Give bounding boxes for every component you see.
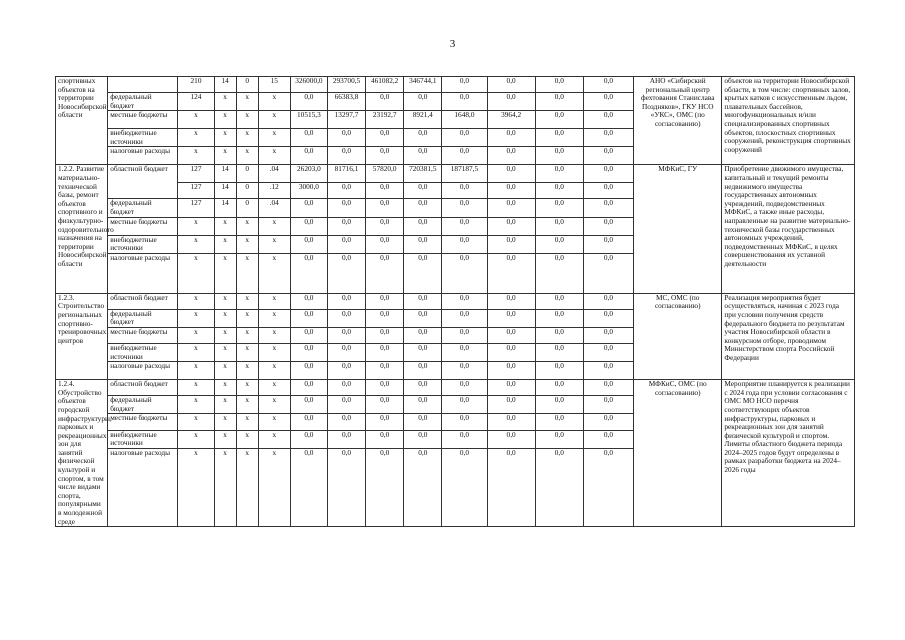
table-cell: 13297,7 (327, 111, 365, 129)
table-cell: x (178, 380, 214, 396)
table-cell: x (178, 293, 214, 309)
table-cell: 293700,5 (327, 77, 365, 93)
table-row (56, 165, 855, 183)
responsible-executor: АНО «Сибирский региональный центр фехтования Станислава Поздняков», ГКУ НСО «УКС», ОМС (по согласованию) (634, 77, 722, 165)
table-cell: 127 (178, 183, 214, 199)
table-cell: x (178, 309, 214, 327)
table-cell: x (258, 362, 290, 380)
table-cell: 0,0 (535, 235, 583, 253)
table-cell: 0,0 (290, 147, 327, 165)
table-cell: 0,0 (535, 430, 583, 448)
table-cell: 0,0 (487, 343, 535, 361)
table-cell: x (258, 343, 290, 361)
funding-source-label (108, 77, 178, 93)
funding-source-label: местные бюджеты (108, 217, 178, 235)
table-cell: 0,0 (404, 93, 442, 111)
table-cell: x (236, 253, 258, 293)
table-cell: x (236, 343, 258, 361)
table-cell: 0,0 (404, 309, 442, 327)
expected-result-description: объектов на территории Новосибирской области, в том числе: спортивных залов, крытых катков с искусственным льдом, плавательных бассейнов, многофункциональных и/или специализированных спортивных объектов, плоскостных спортивных сооружений, реконструкция спортивных сооружений (722, 77, 855, 165)
table-cell: 0,0 (404, 217, 442, 235)
table-cell: 0,0 (442, 77, 487, 93)
table-cell: 0,0 (327, 293, 365, 309)
table-cell: x (236, 235, 258, 253)
table-cell: 0,0 (290, 199, 327, 217)
table-cell: x (214, 396, 236, 414)
table-cell: 0,0 (366, 293, 404, 309)
table-cell: 0,0 (442, 199, 487, 217)
table-cell: 0,0 (487, 253, 535, 293)
table-cell: 0,0 (442, 414, 487, 430)
table-cell: 346744,1 (404, 77, 442, 93)
table-cell: 0,0 (366, 448, 404, 526)
table-cell: x (258, 147, 290, 165)
table-cell: 0,0 (535, 253, 583, 293)
table-cell: x (178, 235, 214, 253)
table-cell: 0,0 (404, 253, 442, 293)
table-cell: 0,0 (290, 217, 327, 235)
table-cell: 0,0 (404, 380, 442, 396)
table-cell: x (236, 111, 258, 129)
table-cell: x (236, 396, 258, 414)
table-cell: x (178, 253, 214, 293)
table-cell: 0,0 (442, 309, 487, 327)
funding-source-label: налоговые расходы (108, 362, 178, 380)
table-cell: x (236, 448, 258, 526)
table-cell: x (236, 380, 258, 396)
table-cell: 0,0 (290, 414, 327, 430)
funding-source-label: федеральный бюджет (108, 309, 178, 327)
table-cell: x (214, 111, 236, 129)
table-cell: 0,0 (404, 414, 442, 430)
table-cell: 0,0 (487, 93, 535, 111)
table-cell: 0,0 (535, 165, 583, 183)
table-cell: x (258, 217, 290, 235)
table-cell: x (236, 147, 258, 165)
table-cell: 0,0 (583, 147, 633, 165)
table-cell: 0,0 (487, 129, 535, 147)
table-cell: 0,0 (366, 93, 404, 111)
table-cell: 0,0 (583, 309, 633, 327)
expected-result-description: Мероприятие планируется к реализации с 2024 года при условии согласования с ОМС МО НСО перечня соответствующих объектов инфраструктуры, парковых и рекреационных зон для занятий физической культурой и спортом. Лимиты областного бюджета периода 2024–2025 годов будут определены в рамках разработки бюджета на 2024–2026 годы (722, 380, 855, 527)
table-cell: 0,0 (366, 362, 404, 380)
table-cell: 0,0 (487, 327, 535, 343)
funding-source-label: налоговые расходы (108, 253, 178, 293)
table-cell: x (258, 111, 290, 129)
table-cell: 15 (258, 77, 290, 93)
table-cell: 0,0 (487, 235, 535, 253)
table-cell: x (258, 380, 290, 396)
table-cell: .04 (258, 199, 290, 217)
table-cell: x (258, 253, 290, 293)
table-cell: 0,0 (442, 327, 487, 343)
activity-title: 1.2.2. Развитие материально-технической базы, ремонт объектов спортивного и физкультурно-оздоровительного назначения на территории Новосибирской области (56, 165, 108, 293)
expected-result-description: Приобретение движимого имущества, капитальный и текущий ремонты недвижимого имущества государственных автономных учреждений, подведомственных МФКиС, а также иные расходы, направленные на развитие материально-технической базы государственных автономных учреждений, подведомственных МФКиС, в целях совершенствования их уставной деятельности (722, 165, 855, 293)
table-cell: 0,0 (583, 111, 633, 129)
table-cell: 0,0 (535, 77, 583, 93)
table-cell: 23192,7 (366, 111, 404, 129)
table-cell: 0,0 (366, 430, 404, 448)
funding-source-label: федеральный бюджет (108, 396, 178, 414)
table-cell: 0,0 (442, 380, 487, 396)
table-cell: x (236, 309, 258, 327)
table-cell: 0,0 (583, 448, 633, 526)
table-cell: 0,0 (535, 147, 583, 165)
table-cell: 0,0 (535, 414, 583, 430)
table-cell: 0,0 (366, 380, 404, 396)
table-cell: 0,0 (535, 129, 583, 147)
table-cell: 0,0 (487, 199, 535, 217)
table-cell: 0,0 (327, 448, 365, 526)
table-cell: x (178, 430, 214, 448)
table-cell: 124 (178, 93, 214, 111)
table-cell: x (236, 414, 258, 430)
table-row (56, 77, 855, 93)
table-cell: 0,0 (366, 217, 404, 235)
table-cell: 210 (178, 77, 214, 93)
table-cell: 0,0 (366, 235, 404, 253)
table-cell: x (178, 129, 214, 147)
table-cell: 0,0 (442, 147, 487, 165)
table-cell: x (258, 129, 290, 147)
table-cell: 0,0 (535, 183, 583, 199)
table-cell: 0,0 (327, 380, 365, 396)
table-cell: 81716,1 (327, 165, 365, 183)
table-cell: x (214, 253, 236, 293)
table-cell: 0,0 (404, 183, 442, 199)
table-cell: .12 (258, 183, 290, 199)
table-cell: 326000,0 (290, 77, 327, 93)
activity-title: спортивных объектов на территории Новосибирской области (56, 77, 108, 165)
table-cell: 0,0 (583, 235, 633, 253)
table-cell: 0,0 (583, 165, 633, 183)
table-cell: 0,0 (327, 327, 365, 343)
table-cell: 0,0 (583, 253, 633, 293)
table-cell: x (178, 396, 214, 414)
table-cell: 0,0 (535, 93, 583, 111)
table-cell: 26203,0 (290, 165, 327, 183)
table-cell: 0,0 (487, 165, 535, 183)
table-cell: x (258, 396, 290, 414)
activity-title: 1.2.3. Строительство региональных спортивно-тренировочных центров (56, 293, 108, 379)
table-cell: 0,0 (535, 448, 583, 526)
table-cell: 0,0 (290, 448, 327, 526)
table-cell: 0 (236, 77, 258, 93)
table-cell: x (214, 380, 236, 396)
funding-source-label: областной бюджет (108, 165, 178, 199)
table-cell: 0,0 (290, 129, 327, 147)
table-cell: 127 (178, 199, 214, 217)
table-cell: 0,0 (327, 309, 365, 327)
table-cell: x (258, 309, 290, 327)
funding-source-label: федеральный бюджет (108, 199, 178, 217)
table-cell: 0,0 (290, 93, 327, 111)
table-cell: 0,0 (583, 217, 633, 235)
responsible-executor: МФКиС, ГУ (634, 165, 722, 293)
table-cell: x (258, 93, 290, 111)
table-cell: 0,0 (583, 414, 633, 430)
funding-source-label: областной бюджет (108, 293, 178, 309)
table-cell: x (214, 430, 236, 448)
table-cell: 0,0 (404, 343, 442, 361)
table-cell: 0,0 (487, 430, 535, 448)
table-cell: 0,0 (366, 414, 404, 430)
table-cell: 0,0 (290, 235, 327, 253)
table-cell: 0,0 (327, 362, 365, 380)
table-cell: 127 (178, 165, 214, 183)
table-cell: 0,0 (583, 183, 633, 199)
table-cell: 0,0 (442, 93, 487, 111)
table-cell: 0,0 (290, 396, 327, 414)
table-cell: 3964,2 (487, 111, 535, 129)
table-cell: x (236, 93, 258, 111)
table-cell: 0 (236, 165, 258, 183)
table-cell: 0,0 (327, 183, 365, 199)
funding-source-label: внебюджетные источники (108, 129, 178, 147)
table-cell: 0,0 (327, 235, 365, 253)
table-row (56, 293, 855, 309)
table-cell: 0,0 (583, 93, 633, 111)
table-cell: 14 (214, 199, 236, 217)
table-cell: 0,0 (535, 380, 583, 396)
table-cell: 0,0 (366, 253, 404, 293)
responsible-executor: МФКиС, ОМС (по согласованию) (634, 380, 722, 527)
table-cell: 0,0 (583, 430, 633, 448)
table-cell: 0,0 (442, 430, 487, 448)
table-cell: x (178, 448, 214, 526)
table-cell: x (236, 293, 258, 309)
table-cell: 0,0 (535, 217, 583, 235)
table-cell: 0,0 (583, 343, 633, 361)
table-cell: x (214, 293, 236, 309)
table-cell: 0,0 (366, 396, 404, 414)
table-cell: 0,0 (404, 327, 442, 343)
funding-source-label: налоговые расходы (108, 147, 178, 165)
table-cell: 0,0 (487, 309, 535, 327)
table-cell: 0,0 (583, 77, 633, 93)
table-cell: 0,0 (290, 362, 327, 380)
table-cell: x (214, 343, 236, 361)
table-cell: 0,0 (487, 396, 535, 414)
table-cell: 0,0 (327, 217, 365, 235)
table-cell: 0,0 (535, 309, 583, 327)
table-cell: 0,0 (327, 129, 365, 147)
table-cell: 0,0 (583, 396, 633, 414)
table-cell: 720381,5 (404, 165, 442, 183)
table-cell: 0,0 (366, 183, 404, 199)
table-cell: 0,0 (404, 199, 442, 217)
table-cell: 0,0 (487, 217, 535, 235)
table-cell: 0,0 (404, 396, 442, 414)
table-cell: x (236, 129, 258, 147)
table-cell: 14 (214, 165, 236, 183)
table-cell: 0,0 (487, 183, 535, 199)
table-cell: x (258, 235, 290, 253)
table-cell: 0,0 (290, 327, 327, 343)
table-cell: 0,0 (487, 77, 535, 93)
table-cell: 66383,8 (327, 93, 365, 111)
table-cell: x (236, 327, 258, 343)
table-cell: 0,0 (442, 343, 487, 361)
table-cell: 0,0 (535, 396, 583, 414)
table-cell: x (236, 362, 258, 380)
table-cell: x (214, 327, 236, 343)
table-cell: x (214, 448, 236, 526)
table-cell: 0,0 (487, 147, 535, 165)
table-cell: 0,0 (442, 217, 487, 235)
table-cell: 0,0 (327, 414, 365, 430)
responsible-executor: МС, ОМС (по согласованию) (634, 293, 722, 379)
page-number: 3 (449, 38, 456, 50)
funding-source-label: областной бюджет (108, 380, 178, 396)
table-cell: 0,0 (442, 235, 487, 253)
table-cell: 0,0 (290, 343, 327, 361)
table-cell: x (258, 414, 290, 430)
table-cell: x (214, 235, 236, 253)
table-cell: 0,0 (583, 199, 633, 217)
table-cell: x (214, 129, 236, 147)
table-cell: 0,0 (366, 309, 404, 327)
table-cell: 14 (214, 183, 236, 199)
table-cell: x (258, 430, 290, 448)
funding-source-label: федеральный бюджет (108, 93, 178, 111)
table-cell: x (258, 448, 290, 526)
table-cell: 0,0 (290, 380, 327, 396)
table-cell: 0,0 (442, 362, 487, 380)
table-cell: 0,0 (366, 343, 404, 361)
table-cell: 0,0 (366, 327, 404, 343)
table-cell: x (214, 93, 236, 111)
table-cell: 0,0 (442, 129, 487, 147)
table-cell: x (178, 414, 214, 430)
table-cell: x (178, 147, 214, 165)
table-cell: x (214, 309, 236, 327)
table-cell: 461082,2 (366, 77, 404, 93)
funding-source-label: внебюджетные источники (108, 430, 178, 448)
table-cell: x (178, 343, 214, 361)
table-cell: 0,0 (442, 253, 487, 293)
table-cell: 57820,0 (366, 165, 404, 183)
table-cell: x (258, 293, 290, 309)
funding-source-label: налоговые расходы (108, 448, 178, 526)
table-cell: 0,0 (327, 396, 365, 414)
funding-source-label: местные бюджеты (108, 327, 178, 343)
table-cell: x (236, 217, 258, 235)
table-cell: x (214, 217, 236, 235)
table-cell: 0 (236, 199, 258, 217)
table-cell: 0,0 (327, 343, 365, 361)
table-cell: 0,0 (327, 147, 365, 165)
table-cell: 0,0 (487, 362, 535, 380)
table-cell: 0,0 (290, 430, 327, 448)
table-cell: 0,0 (535, 327, 583, 343)
activity-title: 1.2.4. Обустройство объектов городской инфраструктуры, парковых и рекреационных зон для занятий физической культурой и спортом, в том числе видами спорта, популярными в молодежной среде (56, 380, 108, 527)
table-cell: 0,0 (404, 448, 442, 526)
table-cell: 0,0 (327, 199, 365, 217)
table-cell: 0,0 (290, 253, 327, 293)
funding-source-label: местные бюджеты (108, 414, 178, 430)
table-cell: 0,0 (535, 111, 583, 129)
program-activities-table (55, 76, 855, 527)
table-cell: x (178, 362, 214, 380)
table-cell: x (178, 111, 214, 129)
table-row (56, 380, 855, 396)
table-cell: x (236, 430, 258, 448)
table-cell: 0,0 (583, 380, 633, 396)
table-cell: 0,0 (583, 362, 633, 380)
table-cell: 3000,0 (290, 183, 327, 199)
table-cell: 0,0 (442, 396, 487, 414)
table-cell: 0,0 (535, 362, 583, 380)
funding-source-label: внебюджетные источники (108, 235, 178, 253)
table-cell: 0,0 (404, 235, 442, 253)
table-cell: 0,0 (442, 293, 487, 309)
table-cell: 0,0 (442, 183, 487, 199)
table-cell: 0,0 (487, 380, 535, 396)
table-cell: x (178, 327, 214, 343)
table-cell: 0,0 (487, 293, 535, 309)
table-cell: 0,0 (366, 199, 404, 217)
table-cell: 0,0 (442, 448, 487, 526)
table-cell: 0,0 (404, 147, 442, 165)
table-cell: 0,0 (583, 293, 633, 309)
funding-source-label: внебюджетные источники (108, 343, 178, 361)
table-cell: 0,0 (487, 414, 535, 430)
table-cell: 0,0 (327, 253, 365, 293)
table-cell: x (214, 362, 236, 380)
table-cell: x (258, 327, 290, 343)
table-cell: 0,0 (583, 129, 633, 147)
table-cell: 0,0 (583, 327, 633, 343)
table-cell: 0,0 (404, 362, 442, 380)
table-cell: 0,0 (404, 129, 442, 147)
table-cell: x (214, 414, 236, 430)
table-cell: 0,0 (366, 129, 404, 147)
table-cell: 0,0 (290, 309, 327, 327)
table-cell: x (178, 217, 214, 235)
table-cell: 0,0 (404, 293, 442, 309)
table-cell: 187187,5 (442, 165, 487, 183)
table-cell: 14 (214, 77, 236, 93)
table-cell: 0 (236, 183, 258, 199)
table-cell: 0,0 (535, 343, 583, 361)
table-cell: x (214, 147, 236, 165)
expected-result-description: Реализация мероприятия будет осуществляться, начиная с 2023 года при условии получения средств федерального бюджета по результатам участия Новосибирской области в конкурсном отборе, проводимом Министерством спорта Российской Федерации (722, 293, 855, 379)
table-cell: 0,0 (535, 293, 583, 309)
table-cell: 10515,3 (290, 111, 327, 129)
table-cell: 0,0 (404, 430, 442, 448)
table-cell: 0,0 (327, 430, 365, 448)
table-cell: 0,0 (535, 199, 583, 217)
table-cell: 0,0 (487, 448, 535, 526)
table-cell: 0,0 (290, 293, 327, 309)
table-cell: .04 (258, 165, 290, 183)
table-cell: 8921,4 (404, 111, 442, 129)
table-cell: 0,0 (366, 147, 404, 165)
table-cell: 1648,0 (442, 111, 487, 129)
funding-source-label: местные бюджеты (108, 111, 178, 129)
